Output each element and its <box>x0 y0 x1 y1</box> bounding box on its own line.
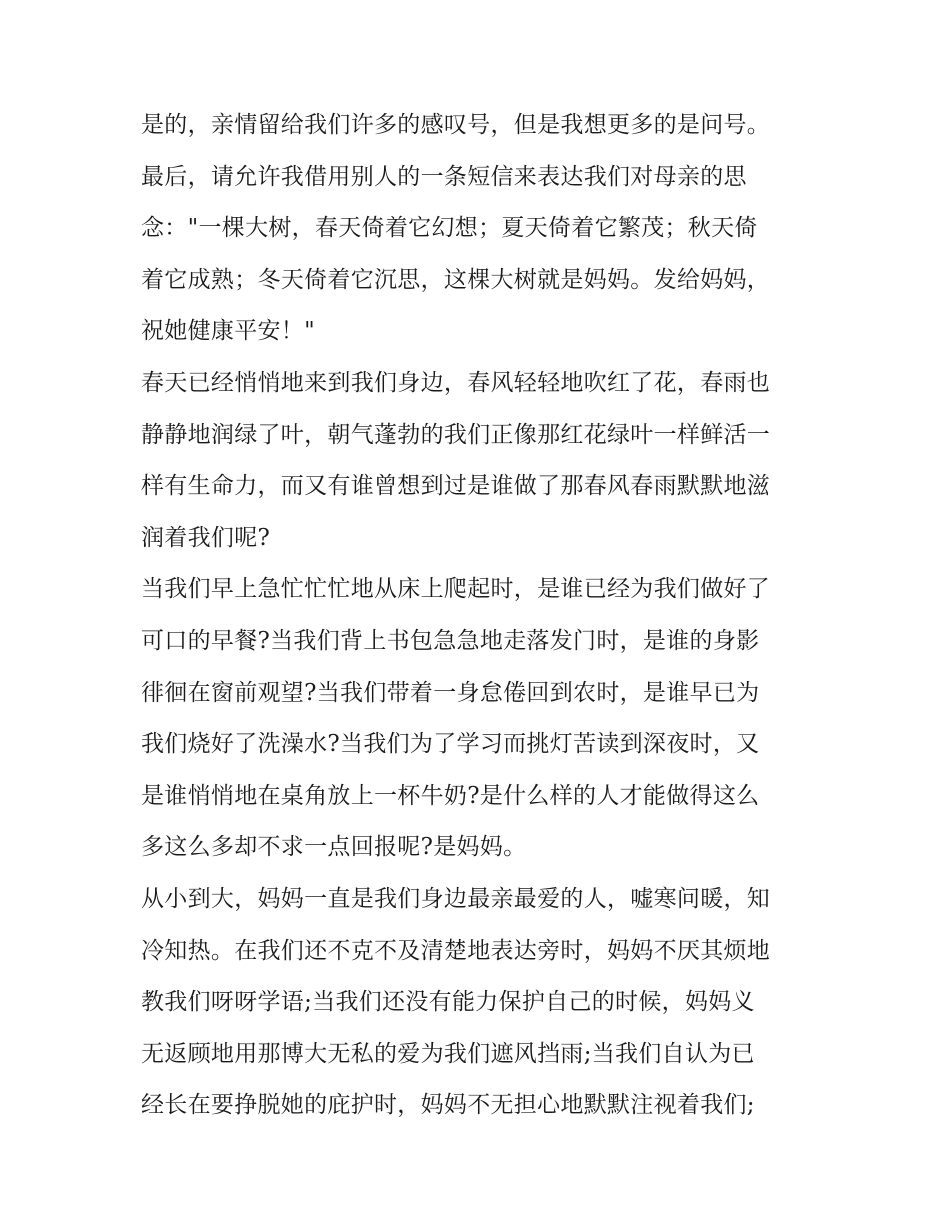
paragraph <box>141 100 813 358</box>
text-line: 我们烧好了洗澡水?当我们为了学习而挑灯苦读到深夜时，又 <box>141 731 760 758</box>
text-line: 徘徊在窗前观望?当我们带着一身怠倦回到农时，是谁早已为 <box>141 679 760 706</box>
text-line: 着它成熟；冬天倚着它沉思，这棵大树就是妈妈。发给妈妈， <box>141 266 771 293</box>
text-line: 最后，请允许我借用别人的一条短信来表达我们对母亲的思 <box>141 163 747 190</box>
text-line: 冷知热。在我们还不克不及清楚地表达旁时，妈妈不厌其烦地 <box>141 937 771 964</box>
text-line: 样有生命力，而又有谁曾想到过是谁做了那春风春雨默默地滋 <box>141 473 771 500</box>
text-line: 润着我们呢? <box>141 524 271 551</box>
paragraph <box>141 874 813 1132</box>
text-line: 静静地润绿了叶，朝气蓬勃的我们正像那红花绿叶一样鲜活一 <box>141 421 771 448</box>
document-body <box>141 100 813 1132</box>
text-line: 祝她健康平安！" <box>141 318 315 345</box>
text-line: 多这么多却不求一点回报呢?是妈妈。 <box>141 834 527 861</box>
text-line: 可口的早餐?当我们背上书包急急地走落发门时，是谁的身影 <box>141 627 760 654</box>
text-line: 教我们呀呀学语;当我们还没有能力保护自己的时候，妈妈义 <box>141 989 755 1016</box>
text-line: 念："一棵大树，春天倚着它幻想；夏天倚着它繁茂；秋天倚 <box>141 215 758 242</box>
text-line: 当我们早上急忙忙忙地从床上爬起时，是谁已经为我们做好了 <box>141 576 771 603</box>
text-line: 经长在要挣脱她的庇护时，妈妈不无担心地默默注视着我们; <box>141 1092 755 1119</box>
paragraph <box>141 564 813 874</box>
text-line: 是谁悄悄地在桌角放上一杯牛奶?是什么样的人才能做得这么 <box>141 782 760 809</box>
paragraph <box>141 358 813 564</box>
text-line: 无返顾地用那博大无私的爱为我们遮风挡雨;当我们自认为已 <box>141 1040 755 1067</box>
text-line: 是的，亲情留给我们许多的感叹号，但是我想更多的是问号。 <box>141 112 771 138</box>
text-line: 从小到大，妈妈一直是我们身边最亲最爱的人，嘘寒问暖，知 <box>141 885 771 912</box>
text-line: 春天已经悄悄地来到我们身边，春风轻轻地吹红了花，春雨也 <box>141 369 771 396</box>
